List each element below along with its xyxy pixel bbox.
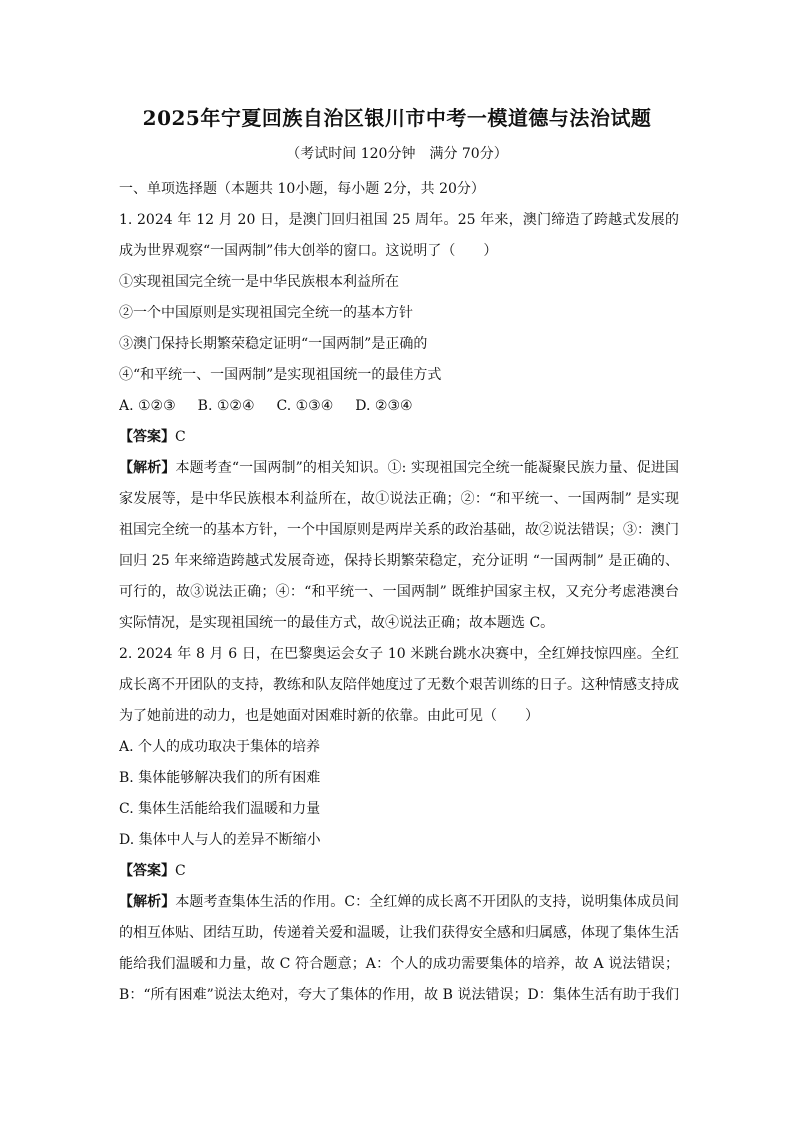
q2-answer-tag: 【答案】: [119, 863, 175, 879]
page-title: 2025年宁夏回族自治区银川市中考一模道德与法治试题: [142, 106, 652, 130]
q1-statement: ②一个中国原则是实现祖国完全统一的基本方针: [119, 305, 413, 321]
q1-statement: ④“和平统一、一国两制”是实现祖国统一的最佳方式: [119, 367, 442, 383]
q1-answer-value: C: [175, 429, 186, 445]
q2-analysis-line: 能给我们温暖和力量，故 C 符合题意；A：个人的成功需要集体的培养，故 A 说法错误；: [119, 956, 679, 972]
q1-options: [119, 391, 679, 422]
q2-stem-line: 2. 2024 年 8 月 6 日，在巴黎奥运会女子 10 米跳台跳水决赛中，全红婵技惊四座。全红: [119, 646, 679, 662]
q2-answer: [119, 856, 679, 887]
q1-analysis-line: 祖国完全统一的基本方针，一个中国原则是两岸关系的政治基础，故②说法错误；③：澳门: [119, 522, 679, 538]
q1-statement: ①实现祖国完全统一是中华民族根本利益所在: [119, 274, 399, 290]
q2-option-b: B. 集体能够解决我们的所有困难: [119, 770, 321, 786]
q2-analysis-line: B：“所有困难”说法太绝对，夸大了集体的作用，故 B 说法错误；D：集体生活有助于我们: [119, 987, 679, 1003]
q2-analysis-text: 本题考查集体生活的作用。C：全红婵的成长离不开团队的支持，说明集体成员间: [175, 894, 679, 910]
q1-option-c: C. ①③④: [276, 398, 334, 414]
q1-option-b: B. ①②④: [197, 398, 255, 414]
q2-analysis-line: 的相互体贴、团结互助，传递着关爱和温暖，让我们获得安全感和归属感，体现了集体生活: [119, 925, 679, 941]
q1-analysis-line: 实际情况，是实现祖国统一的最佳方式，故④说法正确；故本题选 C。: [119, 615, 555, 631]
q1-option-d: D. ②③④: [355, 398, 413, 414]
q1-analysis-line: 可行的，故③说法正确；④：“和平统一、一国两制” 既维护国家主权，又充分考虑港澳台: [119, 584, 679, 600]
q2-option-c: C. 集体生活能给我们温暖和力量: [119, 801, 321, 817]
q2-stem-line: 为了她前进的动力，也是她面对困难时新的依靠。由此可见（ ）: [119, 708, 539, 724]
q1-analysis-text: 本题考查“一国两制”的相关知识。①: 实现祖国完全统一能凝聚民族力量、促进国: [175, 460, 679, 476]
q1-statement: ③澳门保持长期繁荣稳定证明“一国两制”是正确的: [119, 336, 428, 352]
q1-option-a: A. ①②③: [119, 398, 176, 414]
q2-option-a: A. 个人的成功取决于集体的培养: [119, 739, 321, 755]
q2-stem-line: 成长离不开团队的支持，教练和队友陪伴她度过了无数个艰苦训练的日子。这种情感支持成: [119, 677, 679, 693]
q1-stem-line: 1. 2024 年 12 月 20 日，是澳门回归祖国 25 周年。25 年来，澳门缔造了跨越式发展的: [119, 212, 679, 228]
q2-analysis-line: [119, 887, 679, 918]
q1-stem-line: 成为世界观察“一国两制”伟大创举的窗口。这说明了（ ）: [119, 243, 498, 259]
q2-analysis-tag: 【解析】: [119, 894, 176, 910]
section-heading: 一、单项选择题（本题共 10小题，每小题 2分，共 20分）: [119, 181, 485, 197]
q1-analysis-tag: 【解析】: [119, 460, 176, 476]
exam-info: （考试时间 120分钟 满分 70分）: [286, 146, 508, 162]
exam-body: [119, 174, 679, 1011]
q2-answer-value: C: [175, 863, 186, 879]
q1-analysis-line: 回归 25 年来缔造跨越式发展奇迹，保持长期繁荣稳定，充分证明 “一国两制” 是正确的、: [119, 553, 679, 569]
q1-analysis-line: [119, 453, 679, 484]
q1-answer-tag: 【答案】: [119, 429, 175, 445]
q1-answer: [119, 422, 679, 453]
q1-analysis-line: 家发展等，是中华民族根本利益所在，故①说法正确；②：“和平统一、一国两制” 是实现: [119, 491, 679, 507]
q2-option-d: D. 集体中人与人的差异不断缩小: [119, 832, 321, 848]
